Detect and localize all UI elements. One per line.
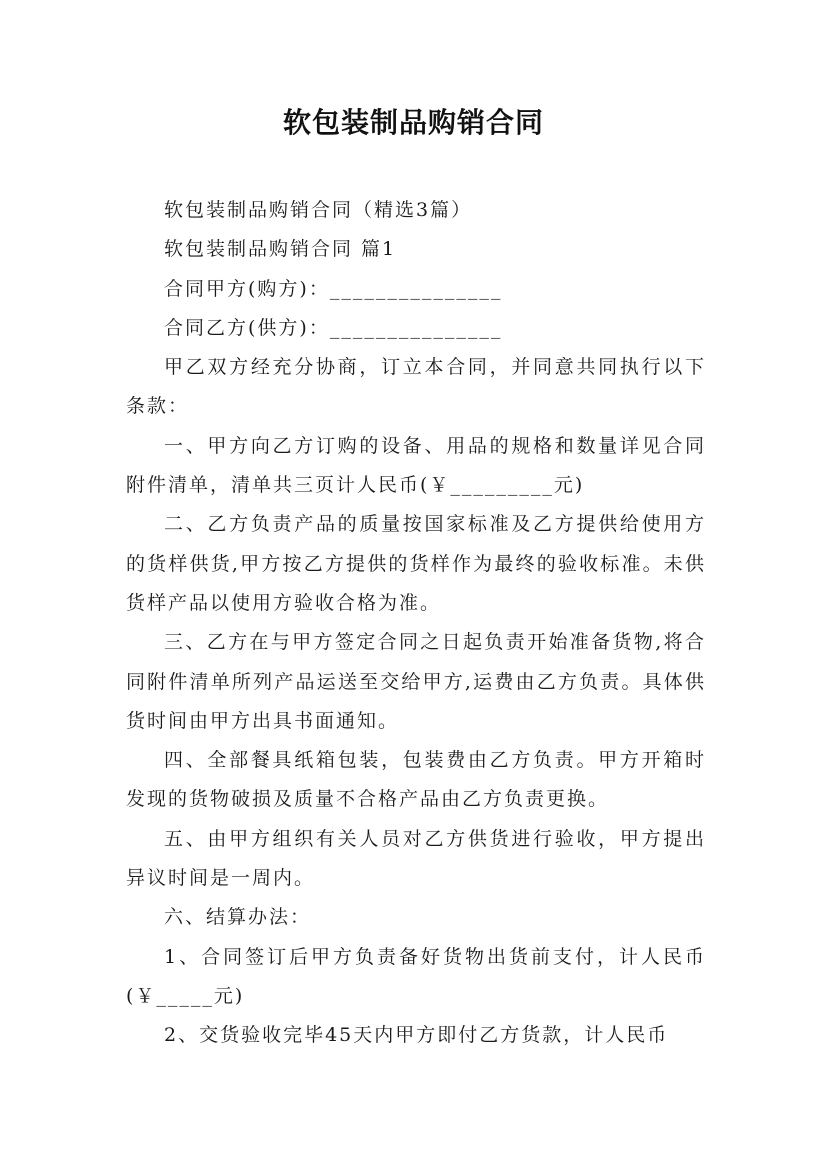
- paragraph-clause-6: 六、结算办法：: [164, 906, 312, 929]
- paragraph-clause-3: 三、乙方在与甲方签定合同之日起负责开始准备货物,将合同附件清单所列产品运送至交给甲方,运费由乙方负责。具体供货时间由甲方出具书面通知。: [126, 631, 706, 732]
- paragraph-clause-1: 一、甲方向乙方订购的设备、用品的规格和数量详见合同附件清单，清单共三页计人民币(￥_________元): [126, 434, 706, 497]
- paragraph-payment-2: 2、交货验收完毕45天内甲方即付乙方货款，计人民币: [164, 1024, 669, 1047]
- paragraph-clause-2: 二、乙方负责产品的质量按国家标准及乙方提供给使用方的货样供货,甲方按乙方提供的货样作为最终的验收标准。未供货样产品以使用方验收合格为准。: [126, 513, 706, 614]
- paragraph-subtitle: 软包装制品购销合同（精选3篇）: [164, 199, 473, 221]
- paragraph-clause-5: 五、由甲方组织有关人员对乙方供货进行验收，甲方提出异议时间是一周内。: [126, 827, 706, 890]
- document-body: [126, 191, 706, 1056]
- paragraph-party-b: 合同乙方(供方)：_______________: [164, 316, 503, 339]
- document-title: 软包装制品购销合同: [282, 106, 544, 139]
- paragraph-preamble: 甲乙双方经充分协商，订立本合同，并同意共同执行以下条款：: [126, 356, 706, 418]
- paragraph-party-a: 合同甲方(购方)：_______________: [164, 277, 503, 300]
- paragraph-section-heading: 软包装制品购销合同 篇1: [164, 238, 397, 261]
- paragraph-clause-4: 四、全部餐具纸箱包装，包装费由乙方负责。甲方开箱时发现的货物破损及质量不合格产品由乙方负责更换。: [126, 749, 706, 811]
- paragraph-payment-1: 1、合同签订后甲方负责备好货物出货前支付，计人民币(￥_____元): [126, 945, 706, 1007]
